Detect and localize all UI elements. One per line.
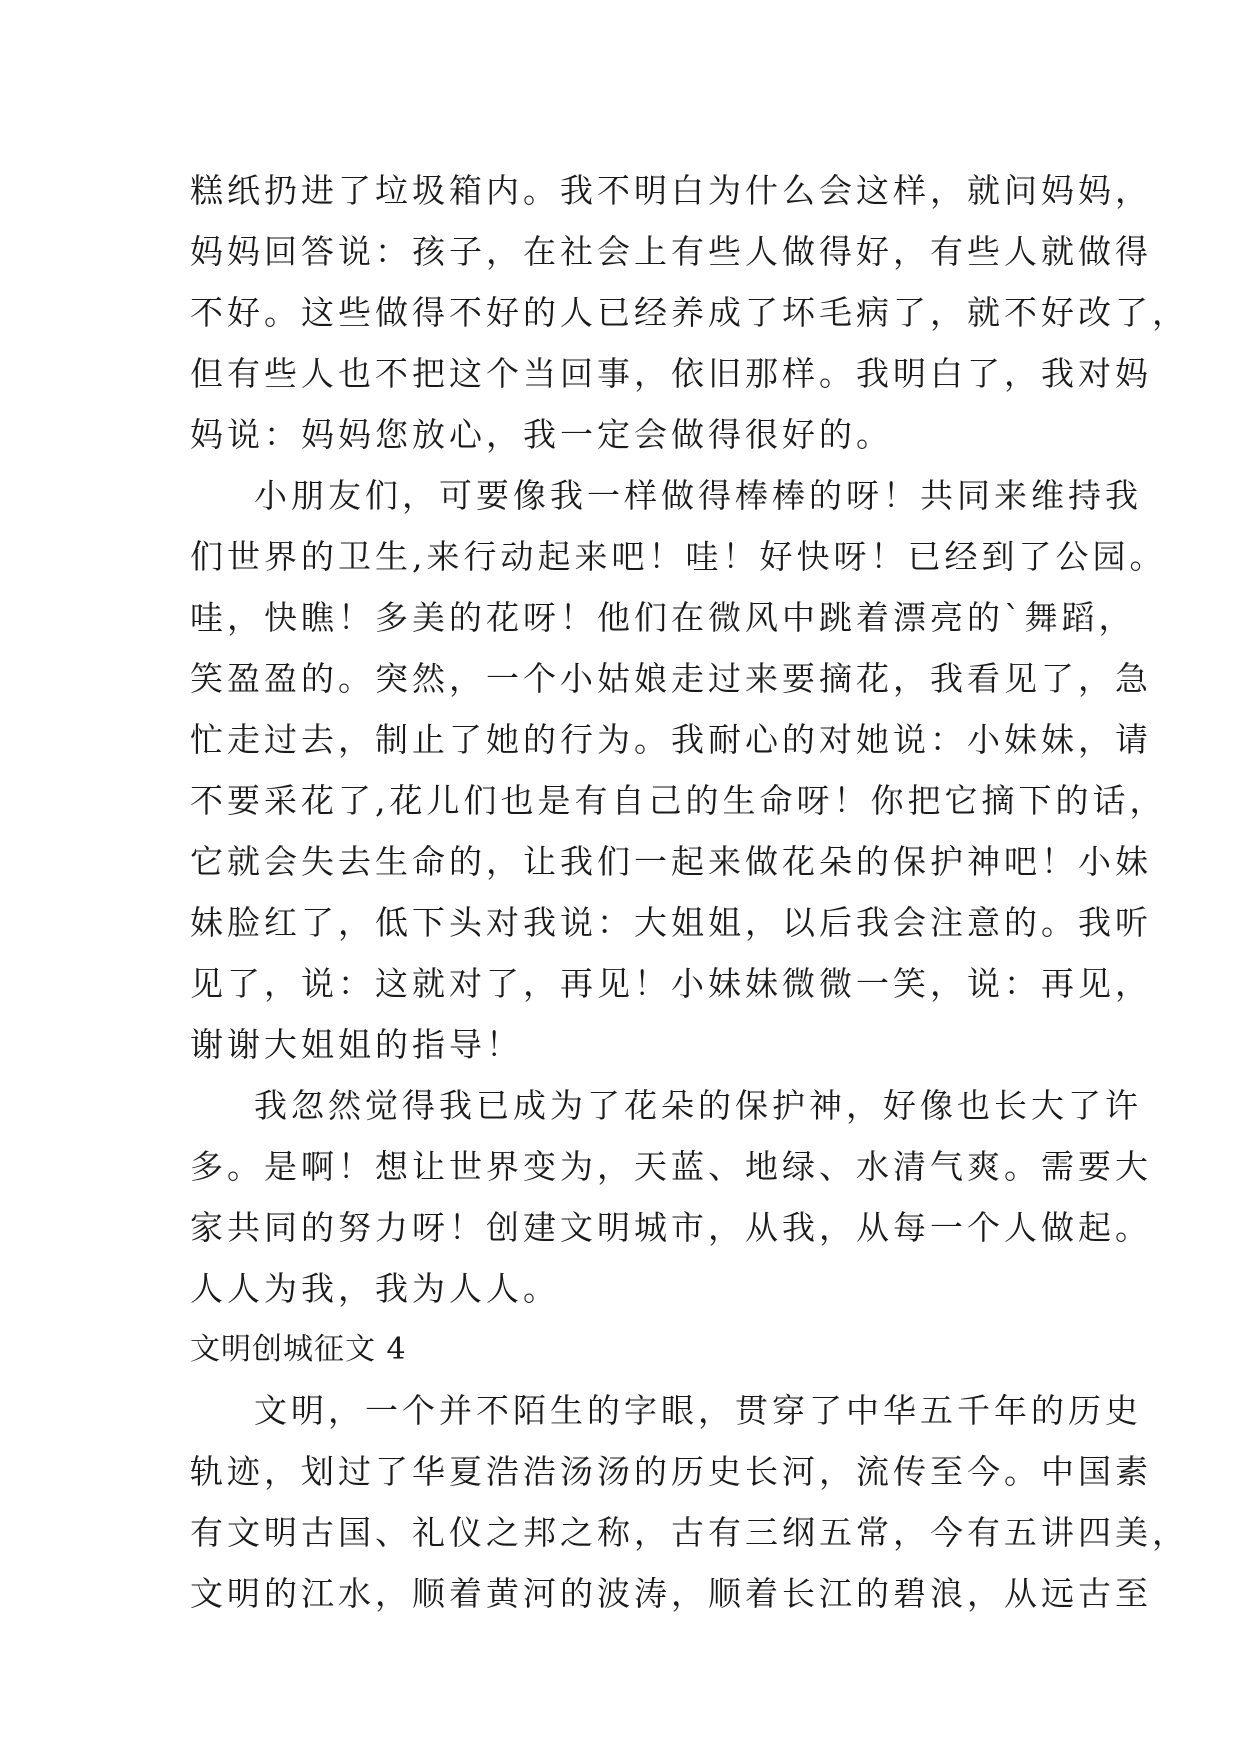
paragraph-line: 家共同的努力呀！创建文明城市，从我，从每一个人做起。 (190, 1208, 1152, 1247)
paragraph-line: 谢谢大姐姐的指导！ (190, 1025, 523, 1064)
paragraph-line: 不好。这些做得不好的人已经养成了坏毛病了，就不好改了， (190, 293, 1189, 332)
paragraph-line: 忙走过去，制止了她的行为。我耐心的对她说：小妹妹，请 (190, 720, 1152, 759)
paragraph-line: 文明的江水，顺着黄河的波涛，顺着长江的碧浪，从远古至 (190, 1574, 1152, 1613)
paragraph-line: 文明，一个并不陌生的字眼，贯穿了中华五千年的历史 (254, 1391, 1142, 1430)
paragraph-1 (190, 160, 1189, 465)
paragraph-line: 轨迹，划过了华夏浩浩汤汤的历史长河，流传至今。中国素 (190, 1452, 1152, 1491)
document-body (190, 160, 1189, 1624)
section-heading: 文明创城征文 4 (190, 1332, 407, 1367)
paragraph-line: 人人为我，我为人人。 (190, 1269, 560, 1308)
paragraph-line: 笑盈盈的。突然，一个小姑娘走过来要摘花，我看见了，急 (190, 659, 1152, 698)
paragraph-line: 我忽然觉得我已成为了花朵的保护神，好像也长大了许 (254, 1086, 1142, 1125)
paragraph-line: 糕纸扔进了垃圾箱内。我不明白为什么会这样，就问妈妈， (190, 171, 1152, 210)
paragraph-line: 妈说：妈妈您放心，我一定会做得很好的。 (190, 415, 893, 454)
paragraph-line: 多。是啊！想让世界变为，天蓝、地绿、水清气爽。需要大 (190, 1147, 1152, 1186)
paragraph-line: 见了，说：这就对了，再见！小妹妹微微一笑，说：再见， (190, 964, 1152, 1003)
paragraph-line: 但有些人也不把这个当回事，依旧那样。我明白了，我对妈 (190, 354, 1152, 393)
paragraph-line: 它就会失去生命的，让我们一起来做花朵的保护神吧！小妹 (190, 842, 1152, 881)
paragraph-4 (190, 1380, 1189, 1624)
paragraph-2 (190, 465, 1167, 1075)
paragraph-line: 妹脸红了，低下头对我说：大姐姐，以后我会注意的。我听 (190, 903, 1152, 942)
paragraph-3 (190, 1075, 1152, 1319)
paragraph-line: 不要采花了,花儿们也是有自己的生命呀！你把它摘下的话， (190, 781, 1167, 820)
paragraph-line: 哇，快瞧！多美的花呀！他们在微风中跳着漂亮的`舞蹈， (190, 598, 1136, 637)
paragraph-line: 小朋友们，可要像我一样做得棒棒的呀！共同来维持我 (254, 476, 1142, 515)
paragraph-line: 们世界的卫生,来行动起来吧！哇！好快呀！已经到了公园。 (190, 537, 1167, 576)
paragraph-line: 妈妈回答说：孩子，在社会上有些人做得好，有些人就做得 (190, 232, 1152, 271)
paragraph-line: 有文明古国、礼仪之邦之称，古有三纲五常，今有五讲四美， (190, 1513, 1189, 1552)
